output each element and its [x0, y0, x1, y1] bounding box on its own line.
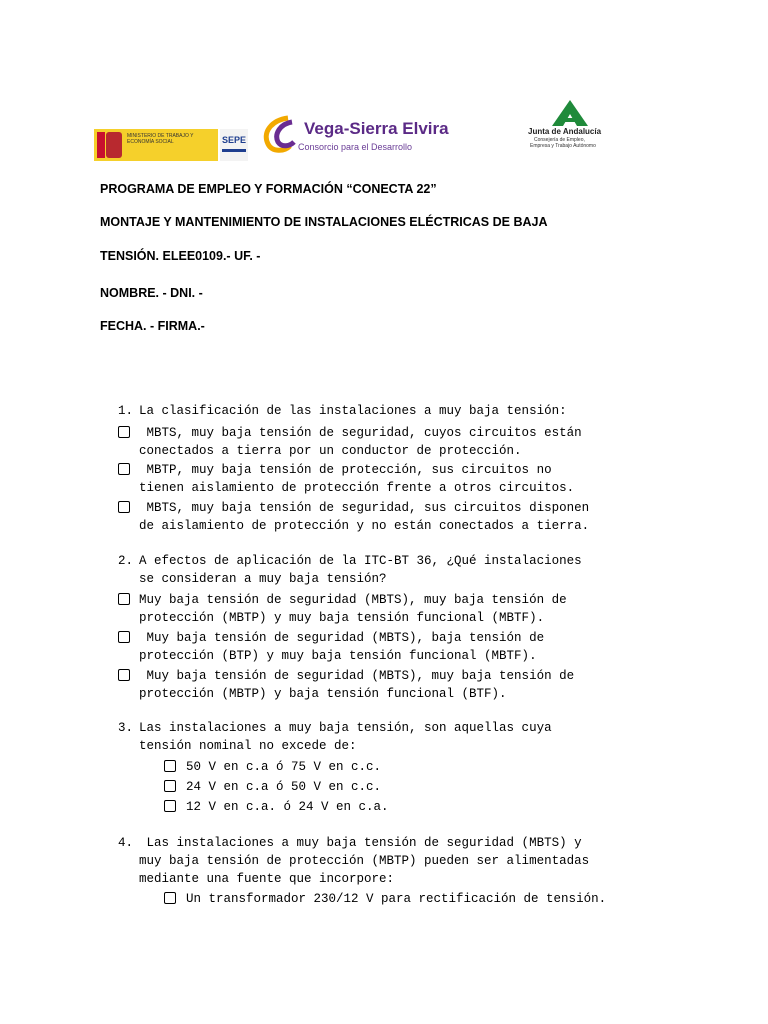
question-number: 4.	[118, 836, 134, 850]
vega-logo-subtitle: Consorcio para el Desarrollo	[298, 142, 413, 152]
spain-coat-of-arms-icon	[106, 132, 122, 158]
option-text-line: protección (MBTP) y baja tensión funcional (BTF).	[139, 687, 507, 701]
option-checkbox[interactable]	[118, 426, 130, 438]
option-checkbox[interactable]	[118, 501, 130, 513]
question-text-line: mediante una fuente que incorpore:	[139, 872, 395, 886]
question-text-line: tensión nominal no excede de:	[139, 739, 357, 753]
option-text-line: tienen aislamiento de protección frente a otros circuitos.	[139, 481, 575, 495]
question-text-line: A efectos de aplicación de la ITC-BT 36, ¿Qué instalaciones	[139, 554, 582, 568]
vega-logo-title: Vega-Sierra Elvira	[304, 119, 449, 138]
name-dni-line: NOMBRE. - DNI. -	[100, 286, 203, 300]
spain-government-logo	[94, 129, 218, 161]
junta-andalucia-icon	[550, 100, 590, 126]
question-text-line: La clasificación de las instalaciones a muy baja tensión:	[139, 404, 567, 418]
option-checkbox[interactable]	[118, 631, 130, 643]
junta-logo-line2: Empresa y Trabajo Autónomo	[530, 143, 596, 149]
course-title-line2: TENSIÓN. ELEE0109.- UF. -	[100, 249, 261, 263]
sepe-logo-text: SEPE	[222, 135, 247, 145]
option-text-line: MBTS, muy baja tensión de seguridad, sus circuitos disponen	[139, 501, 590, 515]
vega-sierra-elvira-logo	[258, 114, 468, 160]
date-signature-line: FECHA. - FIRMA.-	[100, 319, 205, 333]
question-text-line: muy baja tensión de protección (MBTP) pueden ser alimentadas	[139, 854, 590, 868]
question-text-line: Las instalaciones a muy baja tensión de seguridad (MBTS) y	[139, 836, 582, 850]
option-text-line: de aislamiento de protección y no están conectados a tierra.	[139, 519, 590, 533]
option-checkbox[interactable]	[118, 669, 130, 681]
question-number: 1.	[118, 404, 134, 418]
question-number: 3.	[118, 721, 134, 735]
question-number: 2.	[118, 554, 134, 568]
course-title-line1: MONTAJE Y MANTENIMIENTO DE INSTALACIONES ELÉCTRICAS DE BAJA	[100, 215, 548, 229]
option-text-line: MBTP, muy baja tensión de protección, sus circuitos no	[139, 463, 552, 477]
question-text-line: Las instalaciones a muy baja tensión, son aquellas cuya	[139, 721, 552, 735]
option-checkbox[interactable]	[164, 760, 176, 772]
option-text-line: conectados a tierra por un conductor de protección.	[139, 444, 522, 458]
option-text-line: 50 V en c.a ó 75 V en c.c.	[186, 760, 382, 774]
program-title: PROGRAMA DE EMPLEO Y FORMACIÓN “CONECTA 22”	[100, 182, 437, 196]
option-text-line: Muy baja tensión de seguridad (MBTS), muy baja tensión de	[139, 669, 575, 683]
option-checkbox[interactable]	[118, 463, 130, 475]
sepe-logo	[220, 129, 248, 161]
ministry-logo-text: MINISTERIO DE TRABAJO Y ECONOMÍA SOCIAL	[127, 133, 194, 145]
option-checkbox[interactable]	[118, 593, 130, 605]
junta-andalucia-logo	[522, 100, 626, 150]
option-checkbox[interactable]	[164, 780, 176, 792]
option-checkbox[interactable]	[164, 892, 176, 904]
option-text-line: 24 V en c.a ó 50 V en c.c.	[186, 780, 382, 794]
option-text-line: Muy baja tensión de seguridad (MBTS), muy baja tensión de	[139, 593, 567, 607]
option-text-line: Muy baja tensión de seguridad (MBTS), baja tensión de	[139, 631, 545, 645]
junta-logo-line1: Consejería de Empleo,	[534, 137, 585, 143]
option-text-line: Un transformador 230/12 V para rectificación de tensión.	[186, 892, 607, 906]
option-text-line: 12 V en c.a. ó 24 V en c.a.	[186, 800, 389, 814]
question-text-line: se consideran a muy baja tensión?	[139, 572, 387, 586]
option-text-line: protección (MBTP) y muy baja tensión funcional (MBTF).	[139, 611, 545, 625]
option-text-line: protección (BTP) y muy baja tensión funcional (MBTF).	[139, 649, 537, 663]
option-checkbox[interactable]	[164, 800, 176, 812]
junta-logo-title: Junta de Andalucía	[528, 127, 602, 136]
option-text-line: MBTS, muy baja tensión de seguridad, cuyos circuitos están	[139, 426, 582, 440]
spain-coat-of-arms-icon	[97, 132, 105, 158]
vega-swoosh-icon	[258, 114, 308, 160]
